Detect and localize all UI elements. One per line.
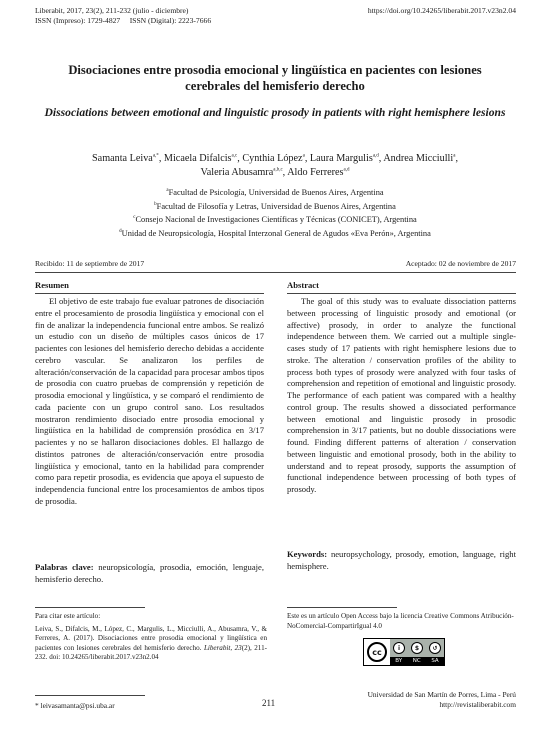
resumen-keywords	[35, 562, 264, 586]
resumen-body	[35, 296, 264, 508]
author: Cynthia López$^a$	[242, 153, 305, 164]
journal-header	[35, 6, 211, 25]
journal-citation-line: Liberabit, 2017, 23(2), 211-232 (julio - diciembre)	[35, 6, 189, 15]
author-list: Samanta Leiva$^{a,*}$, Micaela Difalcis$^{a,c}$, Cynthia López$^a$, Laura Margulis$^{a,d}$, Andrea Micciulli$^a$, Valeria Abusamra$^{a,b,c}$, Aldo Ferreres$^{a,d}$	[92, 153, 458, 178]
keywords-value: neuropsicología, prosodia, emoción, lenguaje, hemisferio derecho.	[35, 562, 264, 584]
keywords-label: Keywords:	[287, 549, 328, 559]
publisher-info	[368, 690, 516, 709]
university-name: Universidad de San Martín de Porres, Lima - Perú	[367, 690, 516, 699]
author: Micaela Difalcis$^{a,c}$	[163, 153, 238, 164]
badge-label: BY	[395, 658, 403, 664]
divider	[35, 293, 264, 294]
received-date: Recibido: 11 de septiembre de 2017	[35, 259, 145, 268]
divider	[287, 607, 397, 608]
resumen-heading: Resumen	[35, 280, 69, 290]
affiliation: $^a$Facultad de Psicología, Universidad de Buenos Aires, Argentina	[166, 188, 384, 197]
affiliation: $^c$Consejo Nacional de Investigaciones Científicas y Técnicas (CONICET), Argentina	[133, 215, 417, 224]
abstract-body	[287, 296, 516, 496]
corresponding-email[interactable]: * leivasamanta@psi.uba.ar	[35, 701, 115, 710]
author: Samanta Leiva$^{a,*}$	[92, 153, 159, 164]
divider	[287, 293, 516, 294]
divider	[35, 272, 516, 273]
issn-line: ISSN (Impreso): 1729-4827 ISSN (Digital): 2223-7666	[35, 15, 212, 25]
abstract-keywords	[287, 549, 516, 573]
badge-label: NC	[412, 658, 421, 664]
author: Valeria Abusamra$^{a,b,c}$	[200, 167, 283, 178]
citation-text: Leiva, S., Difalcis, M., López, C., Margulis, L., Micciulli, A., Abusamra, V., & Ferreres, A. (2017). Disociaciones entre prosodia emocional y lingüística en pacientes con lesiones cerebrales del hemisferio derecho. Liberabit, 23(2), 211-232. doi: 10.24265/liberabit.2017.v23n2.04	[35, 624, 267, 661]
title-spanish: Disociaciones entre prosodia emocional y lingüística en pacientes con lesiones cerebrales del hemisferio derecho	[68, 63, 482, 93]
page-number: 211	[262, 698, 276, 708]
abstract-paragraph: The goal of this study was to evaluate dissociation patterns between processing of linguistic prosody and emotional (or affective) prosody, in order to analyze the functional independence between them. We carried out a multiple single-cases study of 17 patients with right hemisphere lesions due to stroke. The alteration / conservation profiles of the ability to process both types of prosody were analyzed with four tasks of comprehension and repetition of emotional and linguistic prosody. The performance of each patient was compared with a healthy control group. The results showed a dissociated performance between emotional and linguistic prosody in prosodic comprehension in 3/17 patients, but no double dissociations were found. Finding different patterns of alteration / conservation between linguistic and emotional prosody, both in the ability to understand and to repeat prosody, supports the assumption of functional independence between processing of both types of prosody.	[287, 296, 516, 494]
journal-url[interactable]: http://revistaliberabit.com	[439, 699, 516, 709]
citation-box	[35, 612, 267, 663]
affiliation: $^d$Unidad de Neuropsicología, Hospital Interzonal General de Agudos «Eva Perón», Argentina	[119, 228, 431, 238]
citation-label: Para citar este artículo:	[35, 612, 101, 620]
affiliation-list	[40, 186, 510, 240]
keywords-value: neuropsychology, prosody, emotion, language, right hemisphere.	[287, 549, 516, 571]
divider	[35, 607, 145, 608]
accepted-date: Aceptado: 02 de noviembre de 2017	[405, 259, 516, 268]
badge-label: SA	[431, 658, 439, 664]
affiliation: $^b$Facultad de Filosofía y Letras, Universidad de Buenos Aires, Argentina	[154, 201, 396, 211]
sa-icon: ↺	[429, 642, 441, 654]
divider	[35, 695, 145, 696]
title-english: Dissociations between emotional and linguistic prosody in patients with right hemisphere lesions	[44, 106, 506, 119]
cc-icon: cc	[367, 642, 387, 662]
author: Andrea Micciulli$^a$	[383, 153, 456, 164]
abstract-heading: Abstract	[287, 280, 319, 290]
keywords-label: Palabras clave:	[35, 562, 94, 572]
by-icon: i	[393, 642, 405, 654]
resumen-paragraph: El objetivo de este trabajo fue evaluar patrones de disociación entre el procesamiento de prosodia lingüística y emocional con el fin de analizar la independencia funcional entre ambos. Se realizó un estudio con un diseño de múltiples casos únicos de 17 pacientes con lesiones del hemisferio derecho debidas a accidente cerebro vascular. Se analizaron los perfiles de alteración/conservación de la capacidad para procesar ambos tipos de prosodia con cuatro pruebas de comprensión y repetición de prosodia emocional y lingüística, y se comparó el rendimiento de cada paciente con un grupo control sano. Los resultados mostraron rendimiento disociado entre prosodia emocional y lingüística en la habilidad de comprensión prosódica en 3/17 pacientes y no se hallaron disociaciones dobles. El hallazgo de distintos patrones de alteración/conservación entre prosodia lingüística y emocional, tanto en la habilidad para comprender como para repetir prosodia, es evidencia que apoya el supuesto de independencia funcional entre los procesamientos de ambos tipos de prosodia.	[35, 296, 264, 506]
doi-link[interactable]: https://doi.org/10.24265/liberabit.2017.v23n2.04	[367, 6, 516, 15]
author: Aldo Ferreres$^{a,d}$	[287, 167, 350, 178]
nc-icon: $	[411, 642, 423, 654]
cc-license-badge[interactable]	[363, 638, 445, 666]
author: Laura Margulis$^{a,d}$	[309, 153, 379, 164]
license-text: Este es un artículo Open Access bajo la licencia Creative Commons Atribución-NoComercial-CompartirIgual 4.0	[287, 612, 514, 630]
